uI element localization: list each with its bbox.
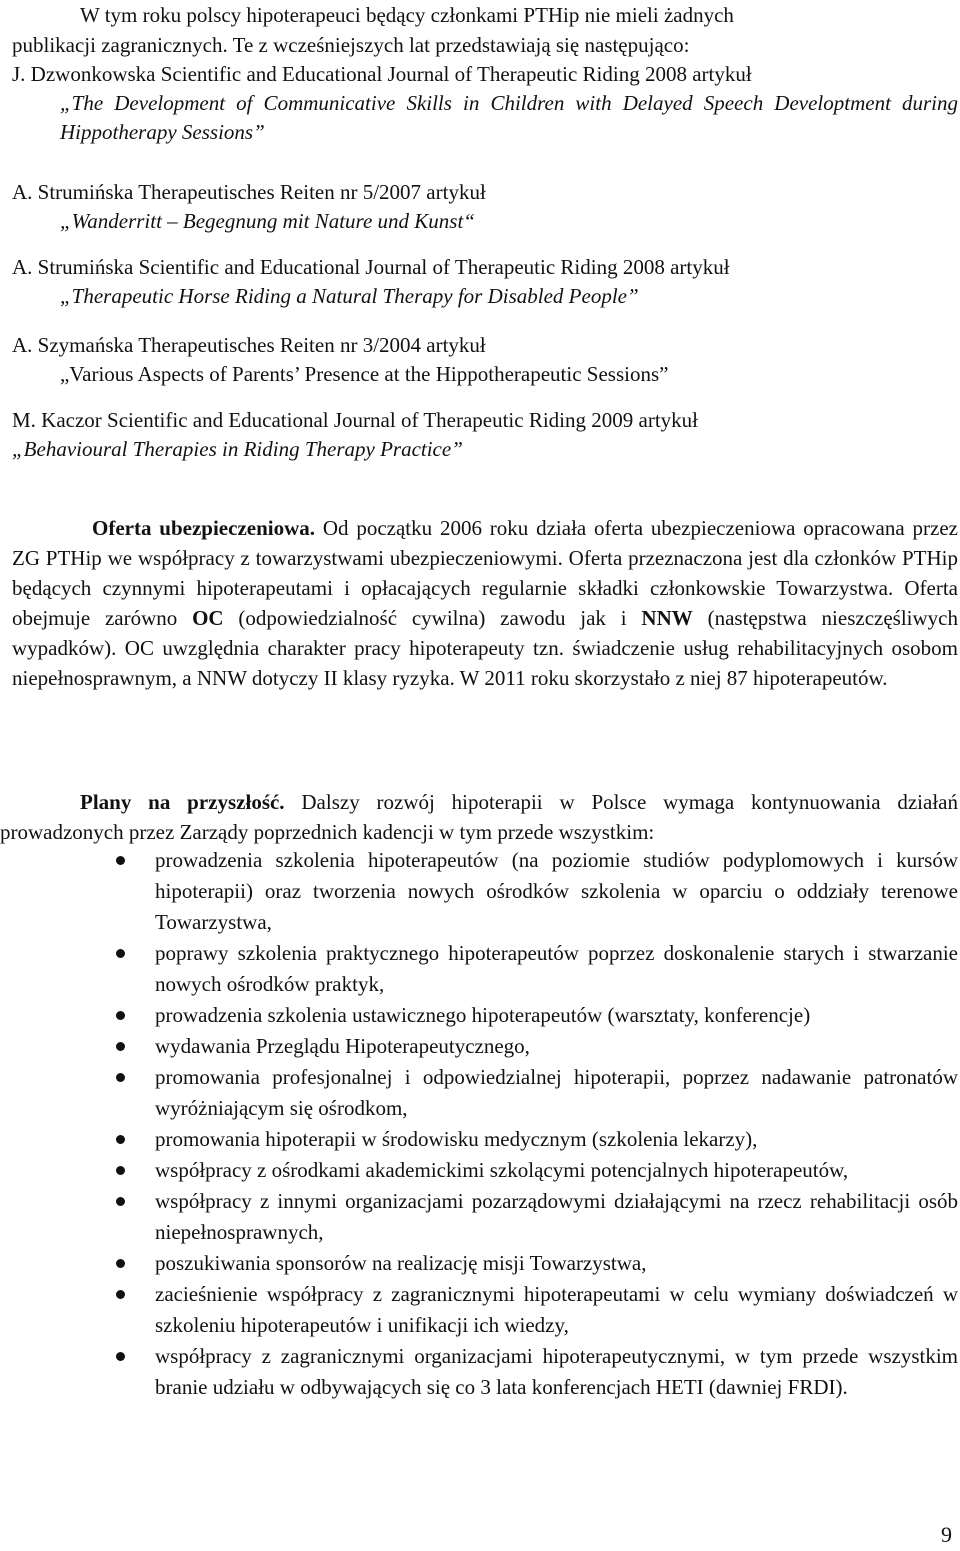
list-item: promowania hipoterapii w środowisku medycznym (szkolenia lekarzy), [0,1124,958,1155]
intro-line-1: W tym roku polscy hipoterapeuci będący członkami PTHip nie mieli żadnych [80,3,734,27]
reference-author: J. Dzwonkowska [12,62,156,86]
oc-term: OC [192,606,224,630]
reference-title: „Therapeutic Horse Riding a Natural Therapy for Disabled People” [60,284,639,308]
bullet-icon [116,1011,125,1020]
bullet-icon [116,1290,125,1299]
list-item: prowadzenia szkolenia ustawicznego hipoterapeutów (warsztaty, konferencje) [0,1000,958,1031]
list-item: poprawy szkolenia praktycznego hipoterapeutów poprzez doskonalenie starych i stwarzanie nowych ośrodków praktyk, [0,938,958,1000]
bullet-icon [116,1197,125,1206]
reference-item [12,253,958,311]
reference-author: A. Strumińska [12,255,134,279]
list-item: wydawania Przeglądu Hipoterapeutycznego, [0,1031,958,1062]
insurance-text-2: (odpowiedzialność cywilna) zawodu jak i [223,606,642,630]
reference-title: „Various Aspects of Parents’ Presence at the Hippotherapeutic Sessions” [60,362,669,386]
reference-item [12,406,958,464]
bullet-icon [116,1352,125,1361]
reference-item [12,178,958,236]
reference-title: „Behavioural Therapies in Riding Therapy Practice” [12,437,463,461]
plans-paragraph [0,787,958,847]
reference-venue: Scientific and Educational Journal of Therapeutic Riding 2008 artykuł [160,62,752,86]
reference-title: „The Development of Communicative Skills in Children with Delayed Speech Developtment during Hippotherapy Sessions” [60,91,958,144]
reference-item [12,60,958,147]
insurance-text-1: Od początku 2006 roku działa oferta ubezpieczeniowa opracowana przez ZG PTHip we współpracy z towarzystwami ubezpieczeniowymi. Oferta przeznaczona jest dla członków PTHip będących czynnymi hipoterapeutami i opłacających regularnie składki członkowskie Towarzystwa. Oferta obejmuje zarówno [12,516,958,630]
list-item: zacieśnienie współpracy z zagranicznymi hipoterapeutami w celu wymiany doświadczeń w szkoleniu hipoterapeutów i unifikacji ich wiedzy, [0,1279,958,1341]
reference-venue: Scientific and Educational Journal of Therapeutic Riding 2009 artykuł [107,408,698,432]
plans-bullet-list [0,845,958,1403]
bullet-icon [116,1259,125,1268]
bullet-icon [116,856,125,865]
bullet-icon [116,1073,125,1082]
list-item: prowadzenia szkolenia hipoterapeutów (na poziomie studiów podyplomowych i kursów hipoterapii) oraz tworzenia nowych ośrodków szkolenia w oparciu o oddziały terenowe Towarzystwa, [0,845,958,938]
bullet-icon [116,1135,125,1144]
insurance-heading: Oferta ubezpieczeniowa. [92,516,316,540]
intro-paragraph [12,0,958,60]
list-item: współpracy z zagranicznymi organizacjami hipoterapeutycznymi, w tym przede wszystkim branie udziału w odbywających się co 3 lata konferencjach HETI (dawniej FRDI). [0,1341,958,1403]
intro-line-2: publikacji zagranicznych. Te z wcześniejszych lat przedstawiają się następująco: [12,33,690,57]
insurance-text-3: (następstwa nieszczęśliwych wypadków). OC uwzględnia charakter pracy hipoterapeuty tzn. świadczenie usług rehabilitacyjnych osobom niepełnosprawnym, a NNW dotyczy II klasy ryzyka. W 2011 roku skorzystało z niej 87 hipoterapeutów. [12,606,958,690]
page-number: 9 [941,1522,952,1547]
reference-author: A. Szymańska [12,333,134,357]
bullet-icon [116,1166,125,1175]
bullet-icon [116,1042,125,1051]
reference-author: A. Strumińska [12,180,134,204]
plans-heading: Plany na przyszłość. [80,790,285,814]
reference-venue: Therapeutisches Reiten nr 5/2007 artykuł [138,180,486,204]
bullet-icon [116,949,125,958]
insurance-paragraph [12,513,958,693]
reference-item [12,331,958,389]
plans-text: Dalszy rozwój hipoterapii w Polsce wymaga kontynuowania działań prowadzonych przez Zarządy poprzednich kadencji w tym przede wszystkim: [0,790,958,844]
nnw-term: NNW [641,606,693,630]
list-item: współpracy z innymi organizacjami pozarządowymi działającymi na rzecz rehabilitacji osób niepełnosprawnych, [0,1186,958,1248]
reference-author: M. Kaczor [12,408,102,432]
reference-title: „Wanderritt – Begegnung mit Nature und Kunst“ [60,209,475,233]
reference-venue: Scientific and Educational Journal of Therapeutic Riding 2008 artykuł [138,255,730,279]
list-item: promowania profesjonalnej i odpowiedzialnej hipoterapii, poprzez nadawanie patronatów wyróżniającym się ośrodkom, [0,1062,958,1124]
reference-venue: Therapeutisches Reiten nr 3/2004 artykuł [138,333,486,357]
list-item: współpracy z ośrodkami akademickimi szkolącymi potencjalnych hipoterapeutów, [0,1155,958,1186]
list-item: poszukiwania sponsorów na realizację misji Towarzystwa, [0,1248,958,1279]
